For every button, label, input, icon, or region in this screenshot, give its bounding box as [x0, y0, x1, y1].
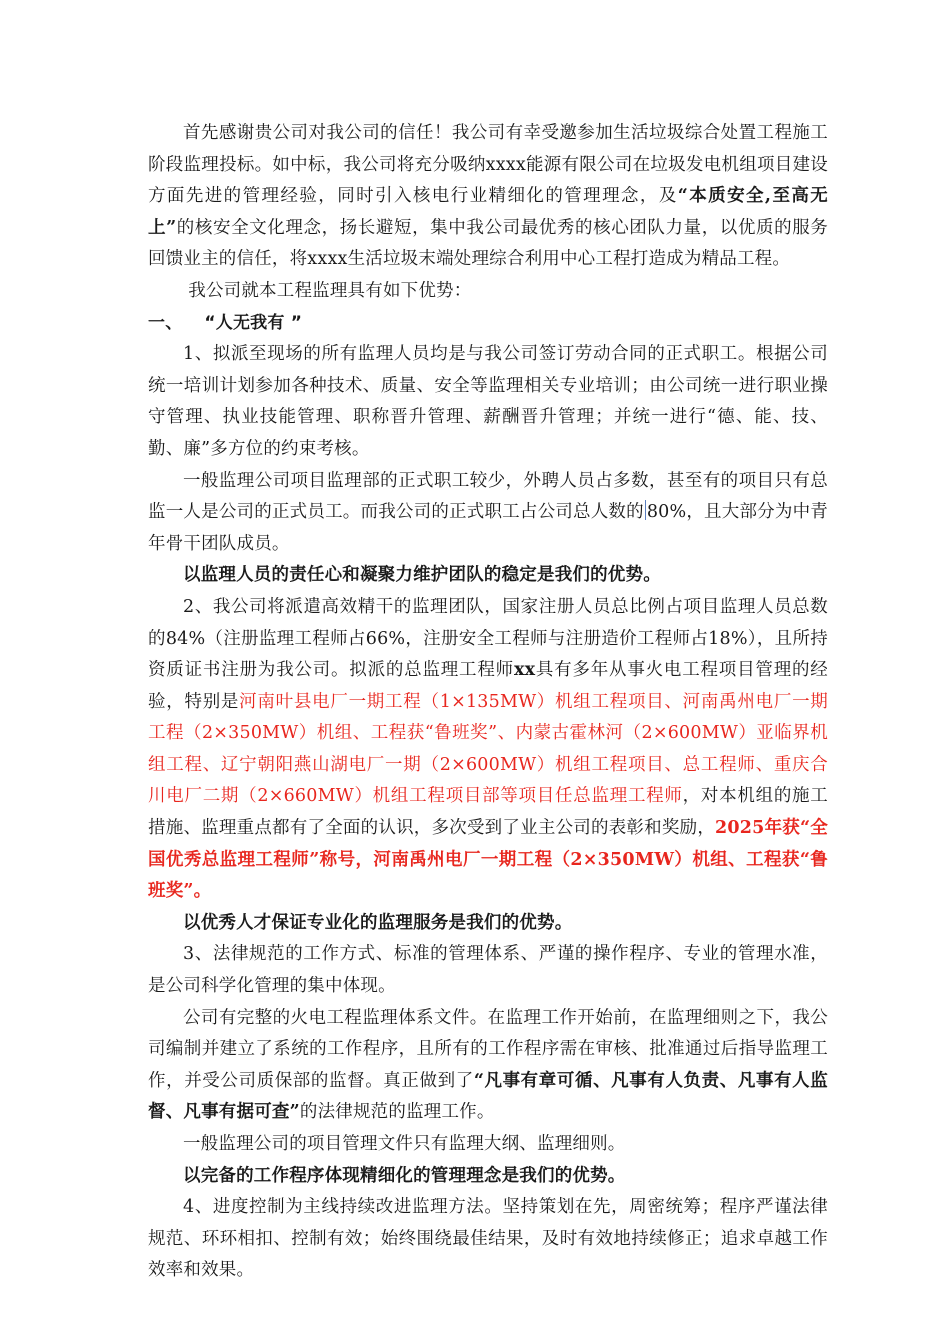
text-cursor-icon	[645, 500, 646, 520]
paragraph-progress-control: 4、进度控制为主线持续改进监理方法。坚持策划在先，周密统筹；程序严谨法律规范、环环相扣、控制有效；始终围绕最佳结果，及时有效地持续修正；追求卓越工作效率和效果。	[148, 1197, 828, 1281]
document-body	[148, 118, 828, 1287]
comparison-text-cont: 80%，且大部分为中青年骨干团队成员。	[148, 502, 828, 554]
system-text: 公司有完整的火电工程监理体系文件。在监理工作开始前，在监理细则之下，我公司编制并建立了系统的工作程序，且所有的工作程序需在审核、批准通过后指导监理工作，并受公司质保部的监督。真正做到了	[148, 1007, 828, 1091]
advantage-summary-3: 以完备的工作程序体现精细化的管理理念是我们的优势。	[183, 1165, 626, 1186]
project-list-highlight: 河南叶县电厂一期工程（1×135MW）机组工程项目、河南禹州电厂一期工程（2×350MW）机组、工程获“鲁班奖”、内蒙古霍林河（2×600MW）亚临界机组工程、辽宁朝阳燕山湖电厂一期（2×600MW）机组工程项目、总工程师、重庆合川电厂二期（2×660MW）机组工程项目部等项目任总监理工程师	[148, 691, 828, 807]
paragraph-management: 3、法律规范的工作方式、标准的管理体系、严谨的操作程序、专业的管理水准，是公司科学化管理的集中体现。	[148, 944, 828, 997]
team-text-3: ，对本机组的施工措施、监理重点都有了全面的认识，多次受到了业主公司的表彰和奖励，	[148, 786, 828, 839]
safety-culture-slogan: “本质安全,至高无上”	[148, 186, 828, 238]
paragraph-comparison-docs: 一般监理公司的项目管理文件只有监理大纲、监理细则。	[183, 1134, 626, 1154]
intro-text-cont: 的核安全文化理念，扬长避短，集中我公司最优秀的核心团队力量，以优质的服务回馈业主的信任，将xxxx生活垃圾末端处理综合利用中心工程打造成为精品工程。	[148, 217, 828, 270]
team-text-2: 具有多年从事火电工程项目管理的经验，特别是	[148, 660, 828, 712]
advantages-intro: 我公司就本工程监理具有如下优势：	[188, 280, 472, 301]
paragraph-staff: 1、拟派至现场的所有监理人员均是与我公司签订劳动合同的正式职工。根据公司统一培训计划参加各种技术、质量、安全等监理相关专业培训；由公司统一进行职业操守管理、执业技能管理、职称晋升管理、薪酬晋升管理；并统一进行“德、能、技、勤、廉”多方位的约束考核。	[148, 344, 828, 459]
section-heading-1	[148, 308, 828, 340]
section-title: “人无我有 ”	[204, 312, 303, 333]
team-text: 2、我公司将派遣高效精干的监理团队，国家注册人员总比例占项目监理人员总数的84%（注册监理工程师占66%，注册安全工程师与注册造价工程师占18%），且所持资质证书注册为我公司。拟派的总监理工程师	[148, 596, 828, 681]
four-principles: “凡事有章可循、凡事有人负责、凡事有人监督、凡事有据可查”	[148, 1070, 828, 1123]
advantage-summary-2: 以优秀人才保证专业化的监理服务是我们的优势。	[183, 912, 573, 933]
intro-paragraph	[148, 118, 828, 276]
chief-engineer-name: xx	[513, 660, 536, 681]
system-text-cont: 的法律规范的监理工作。	[299, 1102, 495, 1123]
paragraph-team	[148, 592, 828, 908]
comparison-text: 一般监理公司项目监理部的正式职工较少，外聘人员占多数，甚至有的项目只有总监一人是公司的正式员工。而我公司的正式职工占公司总人数的	[148, 470, 828, 523]
award-highlight: 2025年获“全国优秀总监理工程师”称号，河南禹州电厂一期工程（2×350MW）机组、工程获“鲁班奖”。	[148, 818, 828, 902]
paragraph-staff-comparison	[148, 466, 828, 561]
intro-text: 首先感谢贵公司对我公司的信任！我公司有幸受邀参加生活垃圾综合处置工程施工阶段监理投标。如中标，我公司将充分吸纳xxxx能源有限公司在垃圾发电机组项目建设方面先进的管理经验，同时引入核电行业精细化的管理理念，及	[148, 123, 828, 207]
section-number: 一、	[148, 312, 183, 333]
advantage-summary-1: 以监理人员的责任心和凝聚力维护团队的稳定是我们的优势。	[183, 565, 661, 586]
paragraph-system-documents	[148, 1003, 828, 1129]
